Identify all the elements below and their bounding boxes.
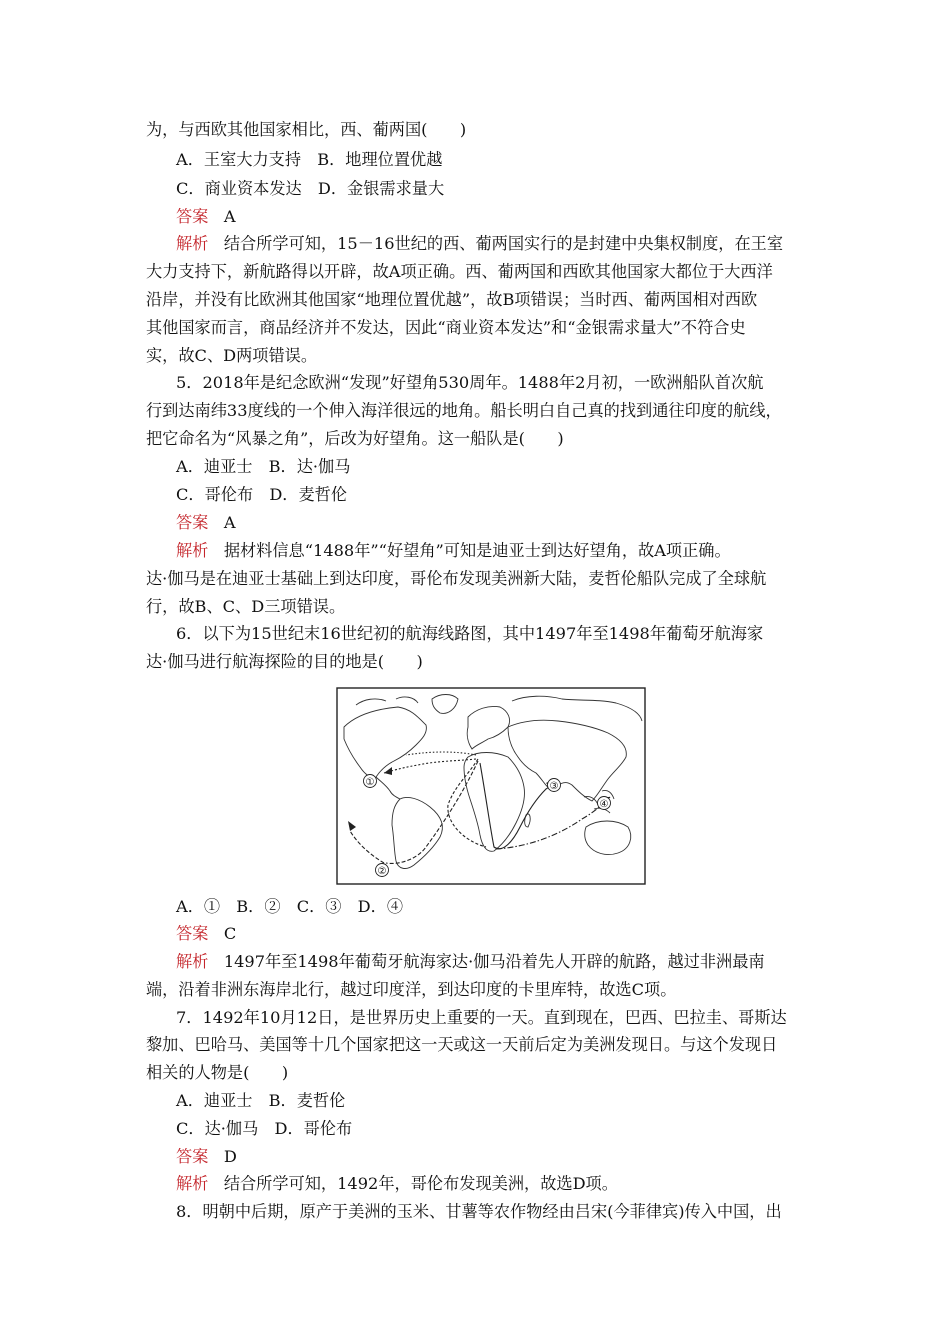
q6-stem-line-2: 达·伽马进行航海探险的目的地是( ): [146, 652, 423, 671]
q5-stem-line-3: 把它命名为“风暴之角”，后改为好望角。这一船队是( ): [146, 429, 564, 448]
q6-analysis-line-2: 端，沿着非洲东海岸北行，越过印度洋，到达印度的卡里库特，故选C项。: [146, 980, 677, 999]
q4-options-cd: C．商业资本发达 D．金银需求量大: [176, 179, 445, 198]
q4-analysis-line-3: 沿岸，并没有比欧洲其他国家“地理位置优越”，故B项错误；当时西、葡两国相对西欧: [146, 290, 758, 309]
q5-stem-line-1: 5．2018年是纪念欧洲“发现”好望角530周年。1488年2月初，一欧洲船队首次航: [176, 373, 764, 392]
q5-answer-line: [176, 511, 236, 535]
q6-answer-line: [176, 922, 236, 946]
map-label-4: ④: [599, 799, 609, 810]
q6-stem-line-1: 6．以下为15世纪末16世纪初的航海线路图，其中1497年至1498年葡萄牙航海家: [176, 624, 764, 643]
q6-options: A．① B．② C．③ D．④: [176, 897, 404, 916]
q7-answer: D: [223, 1147, 237, 1166]
analysis-label: 解析: [176, 1174, 209, 1193]
q4-stem-end: 为，与西欧其他国家相比，西、葡两国( ): [146, 120, 467, 139]
q7-analysis-line-1: [176, 1172, 618, 1196]
q7-options-ab: A．迪亚士 B．麦哲伦: [176, 1091, 346, 1110]
q5-answer: A: [223, 513, 236, 532]
q5-analysis-line-3: 行，故B、C、D三项错误。: [146, 597, 346, 616]
q7-answer-line: [176, 1145, 237, 1169]
answer-label: 答案: [176, 513, 209, 532]
analysis-text: 据材料信息“1488年”“好望角”可知是迪亚士到达好望角，故A项正确。: [223, 541, 731, 560]
q4-options-ab: A．王室大力支持 B．地理位置优越: [176, 150, 443, 169]
analysis-text: 结合所学可知，15－16世纪的西、葡两国实行的是封建中央集权制度，在王室: [223, 234, 784, 253]
q6-analysis-line-1: [176, 950, 765, 974]
map-label-2: ②: [377, 866, 387, 877]
answer-label: 答案: [176, 1147, 209, 1166]
q7-options-cd: C．达·伽马 D．哥伦布: [176, 1119, 353, 1138]
q4-analysis-line-5: 实，故C、D两项错误。: [146, 346, 318, 365]
q4-analysis-line-1: [176, 232, 783, 256]
q5-analysis-line-2: 达·伽马是在迪亚士基础上到达印度，哥伦布发现美洲新大陆，麦哲伦船队完成了全球航: [146, 569, 767, 588]
q6-answer: C: [223, 924, 237, 943]
q4-analysis-line-2: 大力支持下，新航路得以开辟，故A项正确。西、葡两国和西欧其他国家大都位于大西洋: [146, 262, 773, 281]
q4-answer-line: [176, 205, 236, 229]
analysis-label: 解析: [176, 541, 209, 560]
q7-stem-line-3: 相关的人物是( ): [146, 1063, 289, 1082]
q5-stem-line-2: 行到达南纬33度线的一个伸入海洋很远的地角。船长明白自己真的找到通往印度的航线，: [146, 401, 782, 420]
q5-analysis-line-1: [176, 539, 731, 563]
analysis-text: 1497年至1498年葡萄牙航海家达·伽马沿着先人开辟的航路，越过非洲最南: [223, 952, 765, 971]
voyage-route-map: [336, 687, 646, 885]
analysis-label: 解析: [176, 234, 209, 253]
q5-options-cd: C．哥伦布 D．麦哲伦: [176, 485, 348, 504]
answer-label: 答案: [176, 207, 209, 226]
analysis-label: 解析: [176, 952, 209, 971]
q7-stem-line-1: 7．1492年10月12日，是世界历史上重要的一天。直到现在，巴西、巴拉圭、哥斯达: [176, 1008, 787, 1027]
q4-answer: A: [223, 207, 236, 226]
q4-analysis-line-4: 其他国家而言，商品经济并不发达，因此“商业资本发达”和“金银需求量大”不符合史: [146, 318, 746, 337]
q7-stem-line-2: 黎加、巴哈马、美国等十几个国家把这一天或这一天前后定为美洲发现日。与这个发现日: [146, 1035, 778, 1054]
map-label-1: ①: [365, 777, 375, 788]
analysis-text: 结合所学可知，1492年，哥伦布发现美洲，故选D项。: [223, 1174, 618, 1193]
map-label-3: ③: [549, 781, 559, 792]
q8-stem-line-1: 8．明朝中后期，原产于美洲的玉米、甘薯等农作物经由吕宋(今菲律宾)传入中国，出: [176, 1202, 782, 1221]
answer-label: 答案: [176, 924, 209, 943]
q5-options-ab: A．迪亚士 B．达·伽马: [176, 457, 351, 476]
